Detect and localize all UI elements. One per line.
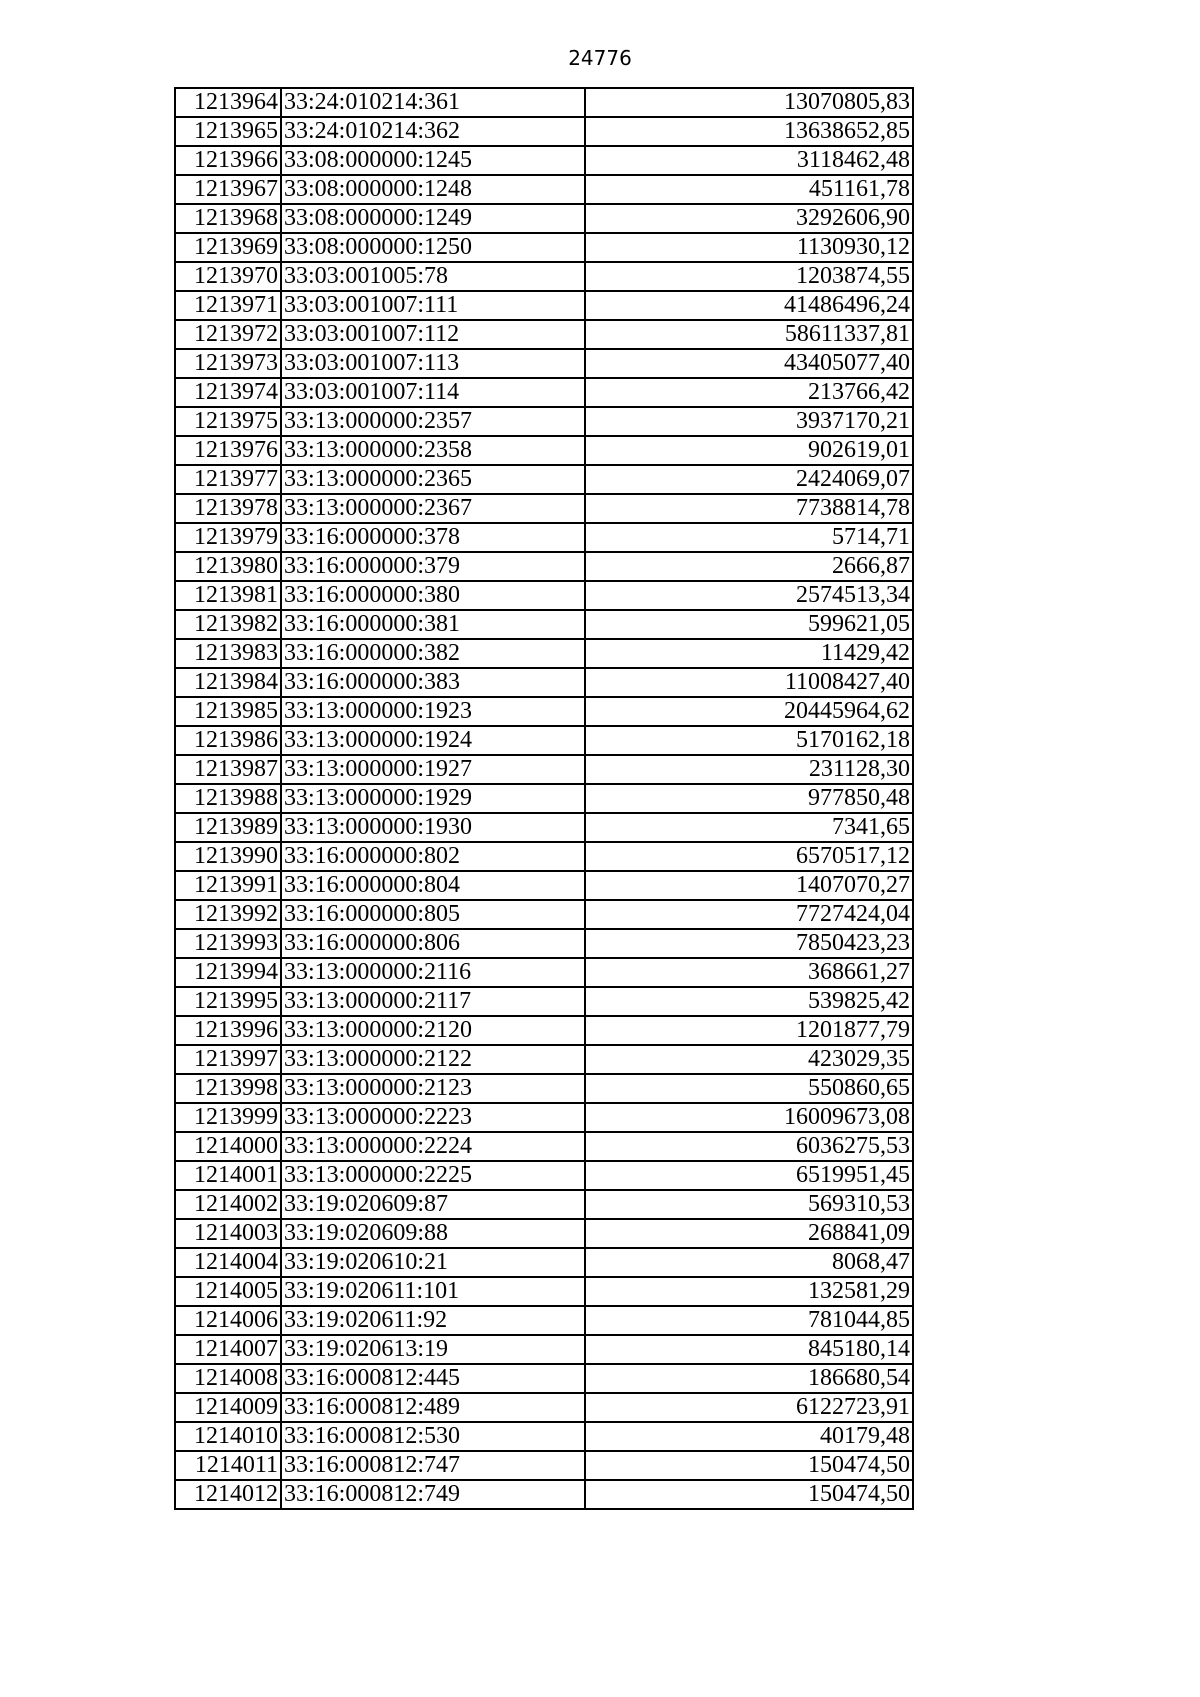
row-id-cell: 1213980: [175, 552, 281, 581]
cadastral-number-cell: 33:13:000000:1923: [281, 697, 585, 726]
row-id-cell: 1214002: [175, 1190, 281, 1219]
cadastral-value-cell: 1407070,27: [585, 871, 913, 900]
row-id-cell: 1213979: [175, 523, 281, 552]
table-row: [175, 929, 913, 958]
row-id-cell: 1213990: [175, 842, 281, 871]
cadastral-number-cell: 33:16:000000:380: [281, 581, 585, 610]
row-id-cell: 1214012: [175, 1480, 281, 1509]
table-row: [175, 233, 913, 262]
cadastral-value-cell: 3937170,21: [585, 407, 913, 436]
table-row: [175, 668, 913, 697]
table-row: [175, 610, 913, 639]
cadastral-number-cell: 33:19:020609:88: [281, 1219, 585, 1248]
cadastral-value-cell: 13070805,83: [585, 88, 913, 117]
cadastral-value-cell: 20445964,62: [585, 697, 913, 726]
row-id-cell: 1213987: [175, 755, 281, 784]
row-id-cell: 1213984: [175, 668, 281, 697]
cadastral-value-cell: 2666,87: [585, 552, 913, 581]
cadastral-value-cell: 845180,14: [585, 1335, 913, 1364]
cadastral-value-cell: 423029,35: [585, 1045, 913, 1074]
row-id-cell: 1213966: [175, 146, 281, 175]
cadastral-number-cell: 33:13:000000:2357: [281, 407, 585, 436]
row-id-cell: 1213978: [175, 494, 281, 523]
row-id-cell: 1214004: [175, 1248, 281, 1277]
row-id-cell: 1214008: [175, 1364, 281, 1393]
table-row: [175, 1306, 913, 1335]
cadastral-number-cell: 33:13:000000:2358: [281, 436, 585, 465]
row-id-cell: 1213988: [175, 784, 281, 813]
table-row: [175, 842, 913, 871]
cadastral-value-cell: 150474,50: [585, 1451, 913, 1480]
table-row: [175, 987, 913, 1016]
row-id-cell: 1214003: [175, 1219, 281, 1248]
page-number: 24776: [568, 46, 632, 70]
cadastral-number-cell: 33:03:001007:112: [281, 320, 585, 349]
cadastral-number-cell: 33:16:000812:747: [281, 1451, 585, 1480]
cadastral-value-cell: 7727424,04: [585, 900, 913, 929]
row-id-cell: 1213993: [175, 929, 281, 958]
table-row: [175, 552, 913, 581]
table-row: [175, 1393, 913, 1422]
table-row: [175, 726, 913, 755]
row-id-cell: 1213974: [175, 378, 281, 407]
cadastral-value-cell: 13638652,85: [585, 117, 913, 146]
table-row: [175, 1248, 913, 1277]
table-row: [175, 175, 913, 204]
table-row: [175, 88, 913, 117]
cadastral-value-cell: 213766,42: [585, 378, 913, 407]
row-id-cell: 1214001: [175, 1161, 281, 1190]
row-id-cell: 1213975: [175, 407, 281, 436]
cadastral-number-cell: 33:19:020613:19: [281, 1335, 585, 1364]
cadastral-value-cell: 2574513,34: [585, 581, 913, 610]
row-id-cell: 1213986: [175, 726, 281, 755]
table-row: [175, 581, 913, 610]
cadastral-value-cell: 539825,42: [585, 987, 913, 1016]
cadastral-number-cell: 33:08:000000:1248: [281, 175, 585, 204]
cadastral-value-cell: 902619,01: [585, 436, 913, 465]
cadastral-value-cell: 6570517,12: [585, 842, 913, 871]
cadastral-value-cell: 268841,09: [585, 1219, 913, 1248]
row-id-cell: 1213969: [175, 233, 281, 262]
cadastral-value-cell: 5714,71: [585, 523, 913, 552]
cadastral-value-cell: 6122723,91: [585, 1393, 913, 1422]
table-row: [175, 204, 913, 233]
table-row: [175, 958, 913, 987]
row-id-cell: 1213989: [175, 813, 281, 842]
cadastral-number-cell: 33:16:000000:379: [281, 552, 585, 581]
table-row: [175, 146, 913, 175]
row-id-cell: 1213981: [175, 581, 281, 610]
cadastral-value-cell: 569310,53: [585, 1190, 913, 1219]
table-row: [175, 1364, 913, 1393]
cadastral-number-cell: 33:16:000812:749: [281, 1480, 585, 1509]
table-row: [175, 436, 913, 465]
cadastral-value-cell: 3292606,90: [585, 204, 913, 233]
cadastral-number-cell: 33:03:001007:114: [281, 378, 585, 407]
cadastral-value-cell: 8068,47: [585, 1248, 913, 1277]
cadastral-value-cell: 186680,54: [585, 1364, 913, 1393]
cadastral-number-cell: 33:13:000000:1927: [281, 755, 585, 784]
table-row: [175, 1045, 913, 1074]
cadastral-number-cell: 33:13:000000:2123: [281, 1074, 585, 1103]
cadastral-number-cell: 33:16:000000:381: [281, 610, 585, 639]
cadastral-value-table: [174, 87, 914, 1510]
cadastral-number-cell: 33:19:020611:101: [281, 1277, 585, 1306]
cadastral-value-cell: 2424069,07: [585, 465, 913, 494]
table-row: [175, 639, 913, 668]
table-row: [175, 523, 913, 552]
cadastral-value-cell: 7850423,23: [585, 929, 913, 958]
cadastral-value-cell: 11429,42: [585, 639, 913, 668]
cadastral-number-cell: 33:16:000000:382: [281, 639, 585, 668]
cadastral-value-cell: 132581,29: [585, 1277, 913, 1306]
row-id-cell: 1213968: [175, 204, 281, 233]
table-row: [175, 465, 913, 494]
cadastral-value-cell: 11008427,40: [585, 668, 913, 697]
row-id-cell: 1214007: [175, 1335, 281, 1364]
cadastral-number-cell: 33:03:001005:78: [281, 262, 585, 291]
cadastral-number-cell: 33:13:000000:2224: [281, 1132, 585, 1161]
row-id-cell: 1214010: [175, 1422, 281, 1451]
table-row: [175, 1422, 913, 1451]
cadastral-value-cell: 3118462,48: [585, 146, 913, 175]
cadastral-value-cell: 6036275,53: [585, 1132, 913, 1161]
cadastral-number-cell: 33:16:000000:378: [281, 523, 585, 552]
cadastral-number-cell: 33:13:000000:2223: [281, 1103, 585, 1132]
row-id-cell: 1214006: [175, 1306, 281, 1335]
cadastral-value-cell: 977850,48: [585, 784, 913, 813]
cadastral-value-cell: 1203874,55: [585, 262, 913, 291]
cadastral-value-cell: 781044,85: [585, 1306, 913, 1335]
cadastral-number-cell: 33:16:000000:806: [281, 929, 585, 958]
row-id-cell: 1213991: [175, 871, 281, 900]
table-row: [175, 1161, 913, 1190]
cadastral-number-cell: 33:16:000812:489: [281, 1393, 585, 1422]
cadastral-value-cell: 1201877,79: [585, 1016, 913, 1045]
table-row: [175, 755, 913, 784]
cadastral-number-cell: 33:16:000000:804: [281, 871, 585, 900]
cadastral-number-cell: 33:24:010214:362: [281, 117, 585, 146]
row-id-cell: 1214000: [175, 1132, 281, 1161]
row-id-cell: 1214009: [175, 1393, 281, 1422]
table-row: [175, 320, 913, 349]
row-id-cell: 1213965: [175, 117, 281, 146]
row-id-cell: 1213999: [175, 1103, 281, 1132]
row-id-cell: 1213970: [175, 262, 281, 291]
table-row: [175, 1074, 913, 1103]
table-row: [175, 117, 913, 146]
cadastral-value-cell: 7738814,78: [585, 494, 913, 523]
row-id-cell: 1213964: [175, 88, 281, 117]
cadastral-number-cell: 33:03:001007:113: [281, 349, 585, 378]
table-row: [175, 784, 913, 813]
row-id-cell: 1213992: [175, 900, 281, 929]
cadastral-value-cell: 7341,65: [585, 813, 913, 842]
table-row: [175, 1132, 913, 1161]
row-id-cell: 1213994: [175, 958, 281, 987]
table-row: [175, 1219, 913, 1248]
table-row: [175, 349, 913, 378]
table-row: [175, 1277, 913, 1306]
cadastral-value-cell: 16009673,08: [585, 1103, 913, 1132]
table-row: [175, 378, 913, 407]
cadastral-number-cell: 33:16:000000:802: [281, 842, 585, 871]
table-row: [175, 1103, 913, 1132]
table-row: [175, 1480, 913, 1509]
cadastral-number-cell: 33:08:000000:1245: [281, 146, 585, 175]
cadastral-number-cell: 33:13:000000:2367: [281, 494, 585, 523]
row-id-cell: 1214005: [175, 1277, 281, 1306]
cadastral-number-cell: 33:13:000000:2225: [281, 1161, 585, 1190]
row-id-cell: 1213983: [175, 639, 281, 668]
cadastral-number-cell: 33:13:000000:1929: [281, 784, 585, 813]
table-row: [175, 1190, 913, 1219]
table-row: [175, 262, 913, 291]
row-id-cell: 1213971: [175, 291, 281, 320]
row-id-cell: 1213976: [175, 436, 281, 465]
cadastral-number-cell: 33:16:000000:805: [281, 900, 585, 929]
row-id-cell: 1213973: [175, 349, 281, 378]
table-row: [175, 494, 913, 523]
cadastral-number-cell: 33:08:000000:1249: [281, 204, 585, 233]
cadastral-number-cell: 33:19:020611:92: [281, 1306, 585, 1335]
table-row: [175, 407, 913, 436]
cadastral-number-cell: 33:13:000000:2116: [281, 958, 585, 987]
row-id-cell: 1213985: [175, 697, 281, 726]
cadastral-number-cell: 33:13:000000:2120: [281, 1016, 585, 1045]
cadastral-number-cell: 33:19:020609:87: [281, 1190, 585, 1219]
cadastral-value-cell: 599621,05: [585, 610, 913, 639]
table-row: [175, 1016, 913, 1045]
table-body: [175, 88, 913, 1509]
table-row: [175, 291, 913, 320]
cadastral-number-cell: 33:13:000000:2365: [281, 465, 585, 494]
cadastral-number-cell: 33:13:000000:1924: [281, 726, 585, 755]
table-row: [175, 1335, 913, 1364]
cadastral-value-cell: 6519951,45: [585, 1161, 913, 1190]
cadastral-value-cell: 41486496,24: [585, 291, 913, 320]
table-row: [175, 1451, 913, 1480]
cadastral-number-cell: 33:19:020610:21: [281, 1248, 585, 1277]
cadastral-value-cell: 451161,78: [585, 175, 913, 204]
cadastral-number-cell: 33:13:000000:1930: [281, 813, 585, 842]
row-id-cell: 1213977: [175, 465, 281, 494]
cadastral-number-cell: 33:08:000000:1250: [281, 233, 585, 262]
cadastral-number-cell: 33:24:010214:361: [281, 88, 585, 117]
cadastral-number-cell: 33:16:000000:383: [281, 668, 585, 697]
cadastral-number-cell: 33:16:000812:530: [281, 1422, 585, 1451]
table-row: [175, 697, 913, 726]
cadastral-value-cell: 40179,48: [585, 1422, 913, 1451]
cadastral-value-cell: 231128,30: [585, 755, 913, 784]
cadastral-value-cell: 150474,50: [585, 1480, 913, 1509]
cadastral-number-cell: 33:13:000000:2122: [281, 1045, 585, 1074]
table-row: [175, 871, 913, 900]
cadastral-value-cell: 43405077,40: [585, 349, 913, 378]
row-id-cell: 1213995: [175, 987, 281, 1016]
cadastral-number-cell: 33:13:000000:2117: [281, 987, 585, 1016]
table-row: [175, 900, 913, 929]
cadastral-value-cell: 1130930,12: [585, 233, 913, 262]
cadastral-value-cell: 368661,27: [585, 958, 913, 987]
row-id-cell: 1213972: [175, 320, 281, 349]
cadastral-value-cell: 550860,65: [585, 1074, 913, 1103]
row-id-cell: 1214011: [175, 1451, 281, 1480]
table-row: [175, 813, 913, 842]
row-id-cell: 1213967: [175, 175, 281, 204]
row-id-cell: 1213997: [175, 1045, 281, 1074]
cadastral-number-cell: 33:16:000812:445: [281, 1364, 585, 1393]
cadastral-number-cell: 33:03:001007:111: [281, 291, 585, 320]
cadastral-value-cell: 58611337,81: [585, 320, 913, 349]
row-id-cell: 1213996: [175, 1016, 281, 1045]
row-id-cell: 1213982: [175, 610, 281, 639]
cadastral-value-cell: 5170162,18: [585, 726, 913, 755]
row-id-cell: 1213998: [175, 1074, 281, 1103]
